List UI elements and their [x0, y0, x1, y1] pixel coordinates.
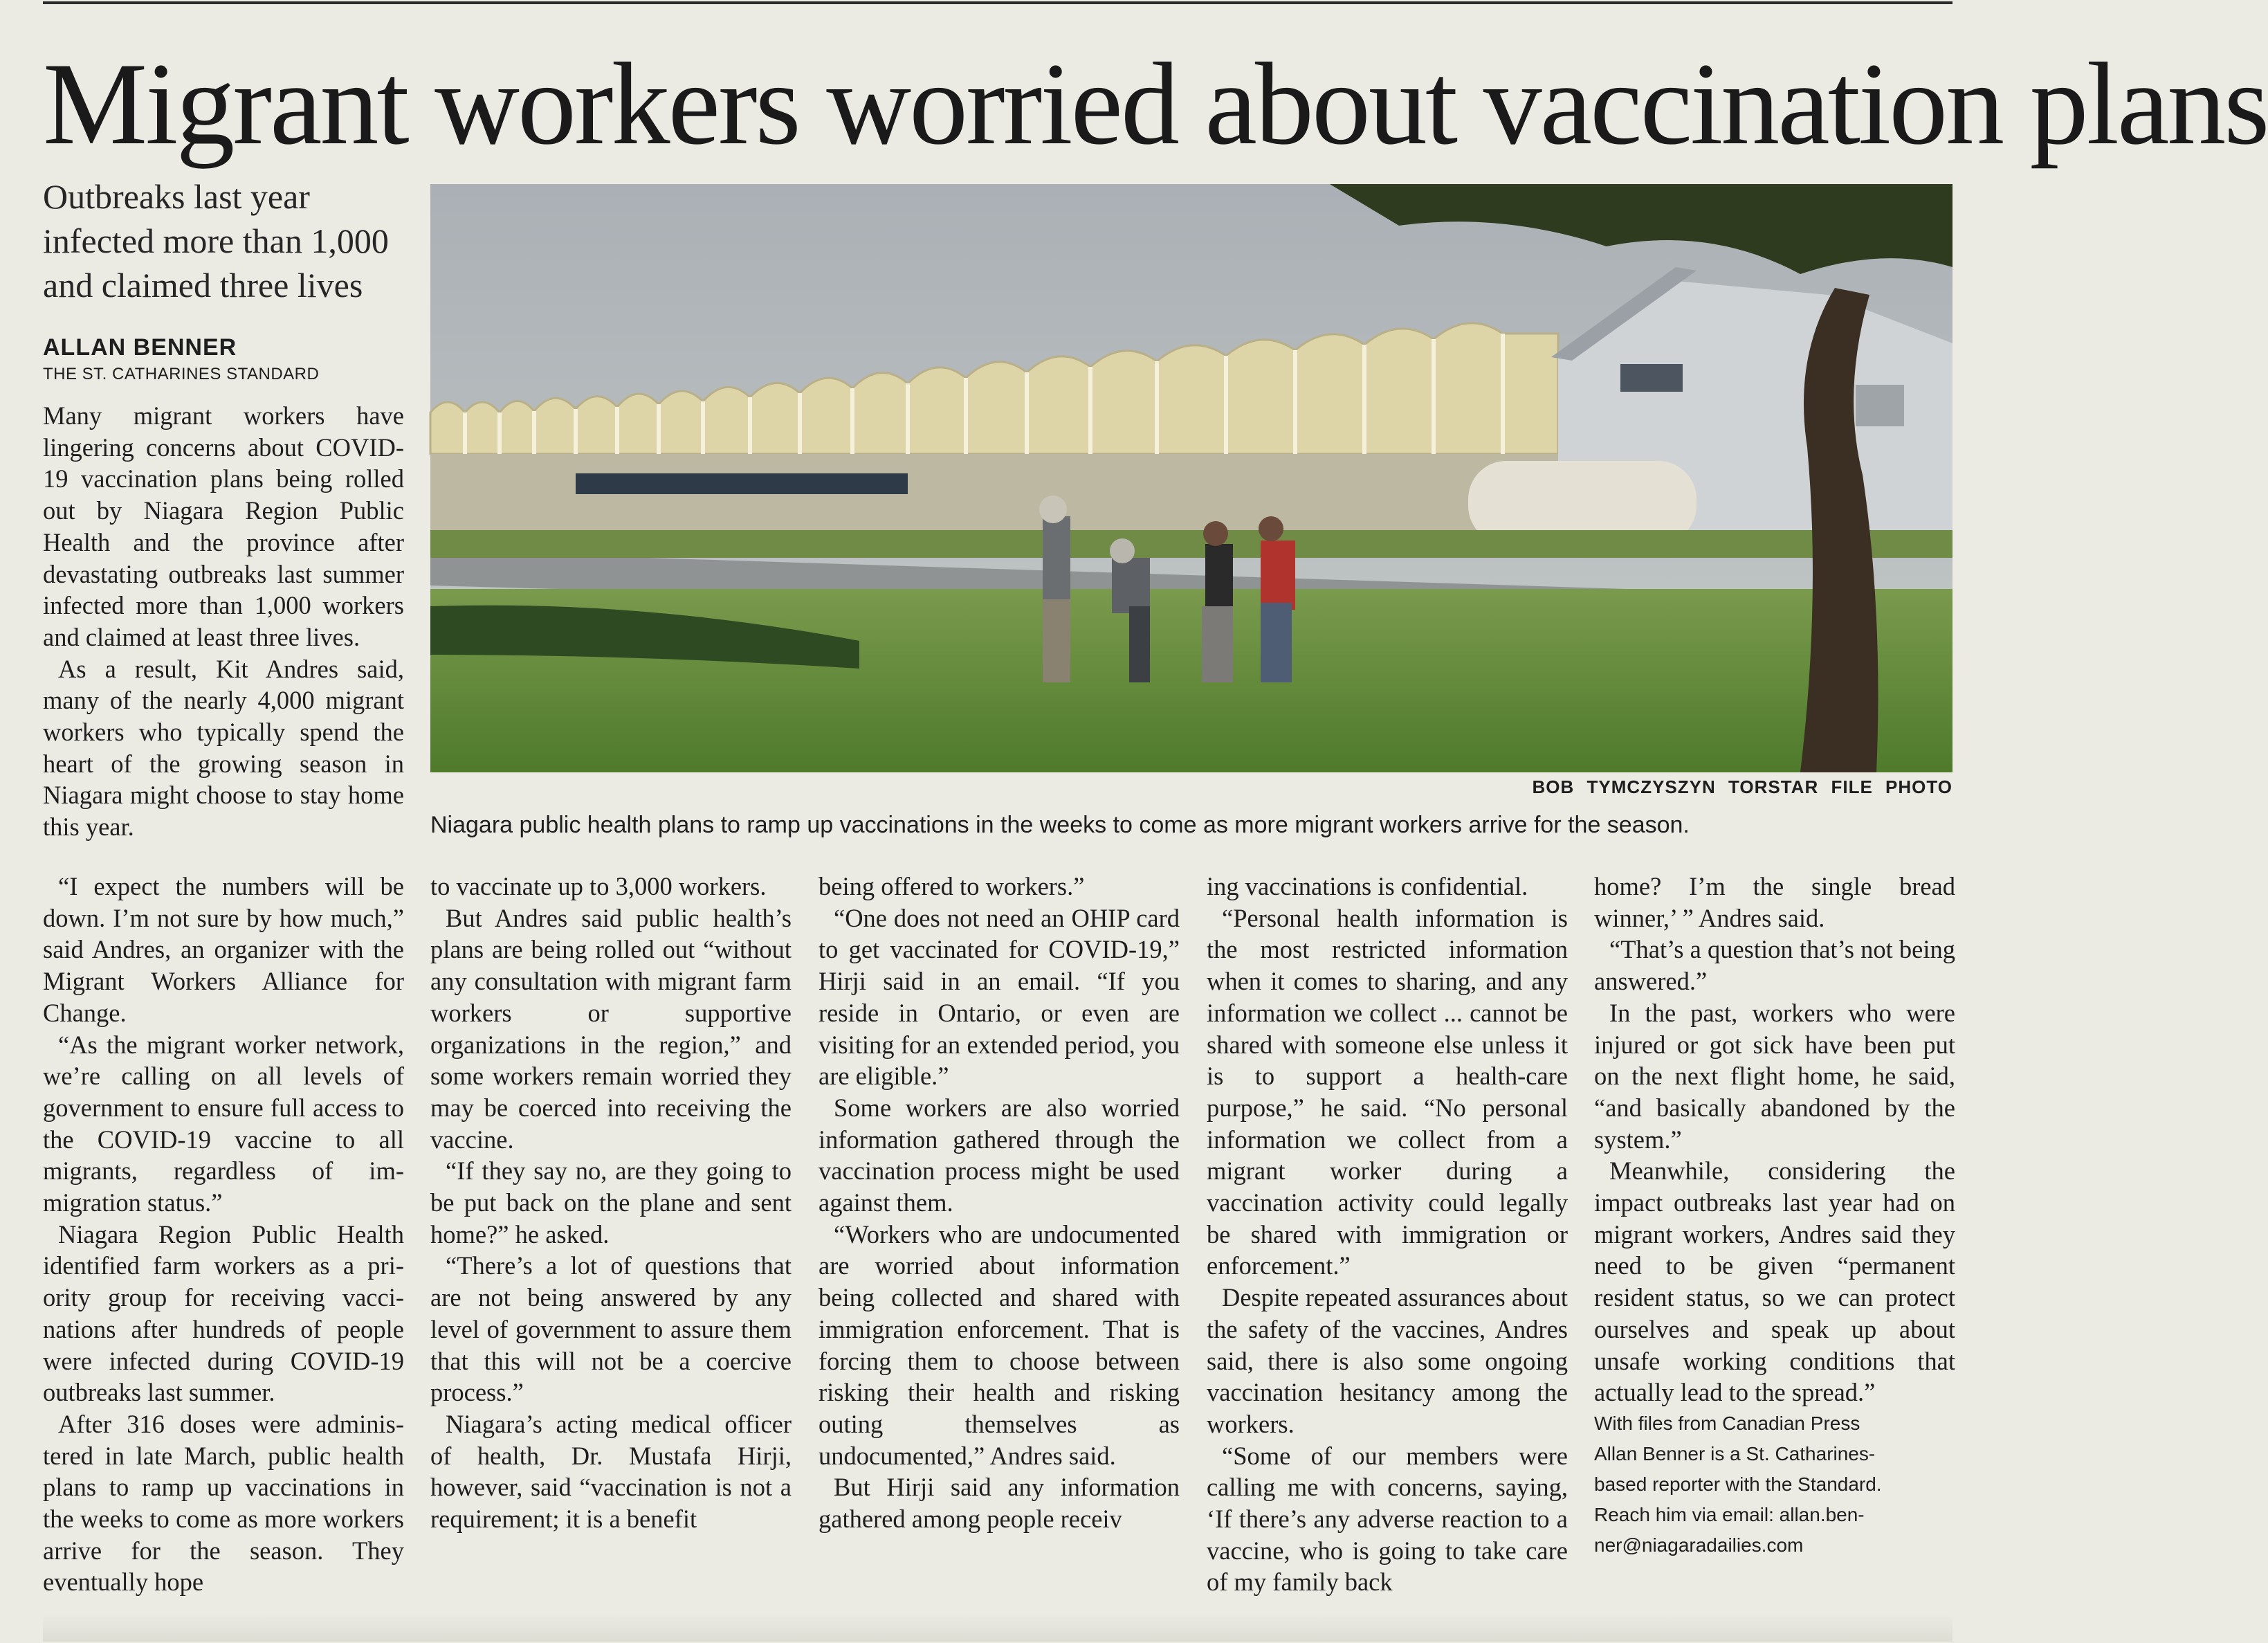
paragraph: But Andres said public health’s plans are being rolled out “without any consultation with migrant farm workers or supportive organizations in the region,” and some workers remain worried they may be coerced into receiving the vaccine. — [430, 903, 792, 1154]
paragraph: Niagara’s acting medical officer of health, Dr. Mustafa Hirji, however, said “vaccination is not a requirement; it is a benefit — [430, 1409, 792, 1534]
paragraph: “That’s a question that’s not being answered.” — [1594, 935, 1955, 996]
endnote-line: ner@niagaradailies.com — [1594, 1534, 1804, 1556]
paragraph: home? I’m the single bread winner,’ ” Andres said. — [1594, 872, 1955, 932]
greenhouse-photo — [430, 184, 1953, 772]
photo-caption: Niagara public health plans to ramp up vaccinations in the weeks to come as more migrant workers arrive for the season. — [430, 812, 1690, 838]
deck-line: infected more than 1,000 — [43, 221, 389, 260]
deck — [43, 174, 403, 307]
paragraph: “Workers who are undocumented are worried about information being collected and shared with immigration enforcement. That is forcing them to choose between risking their health and risking outing themselves as undocumented,” Andres said. — [819, 1219, 1180, 1470]
paragraph: “Personal health information is the most restricted information when it comes to sharing, and any information we collect ... cannot be shared with someone else unless it is to support a health-care purpose,” he said. “No personal information we collect from a migrant worker during a vaccination activity could legally be shared with immigration or enforcement.” — [1207, 903, 1568, 1280]
paragraph: to vaccinate up to 3,000 workers. — [430, 872, 767, 900]
paragraph: After 316 doses were administered in late March, public health plans to ramp up vaccinations in the weeks to come as more workers arrive for the season. They eventually hope — [43, 1409, 404, 1597]
top-rule — [43, 1, 1953, 4]
endnote-line: Reach him via email: allan.ben- — [1594, 1503, 1865, 1525]
paragraph: “There’s a lot of questions that are not being answered by any level of government to assure them that this will not be a coercive process.” — [430, 1251, 792, 1407]
author-endnote — [1594, 1408, 1955, 1561]
deck-line: and claimed three lives — [43, 266, 363, 305]
paragraph: “If they say no, are they going to be put back on the plane and sent home?” he asked. — [430, 1156, 792, 1249]
paragraph: “Some of our members were calling me with concerns, saying, ‘If there’s any adverse reaction to a vaccine, who is going to take care of my family back — [1207, 1441, 1568, 1597]
body-column-4 — [1207, 871, 1568, 1598]
paragraph: As a result, Kit Andres said, many of the nearly 4,000 migrant workers who typically spend the heart of the growing season in Niagara might choose to stay home this year. — [43, 654, 404, 842]
endnote-line: based reporter with the Standard. — [1594, 1473, 1882, 1495]
paragraph: Many migrant workers have lingering concerns about COVID-19 vaccination plans being rolled out by Niagara Region Public Health and the province after devastating outbreaks last summer infected more than 1,000 workers and claimed at least three lives. — [43, 401, 404, 651]
body-column-5 — [1594, 871, 1955, 1561]
paragraph: Some workers are also worried information gathered through the vaccination process might be used against them. — [819, 1093, 1180, 1217]
byline — [43, 332, 403, 386]
paragraph: “As the migrant worker network, we’re calling on all levels of government to ensure full access to the COVID-19 vaccine to all migrants, regardless of immigration status.” — [43, 1030, 404, 1217]
paragraph: being offered to workers.” — [819, 872, 1085, 900]
body-column-3 — [819, 871, 1180, 1535]
paragraph: Niagara Region Public Health identified farm workers as a priority group for receiving vaccinations after hundreds of people were infected during COVID-19 outbreaks last summer. — [43, 1219, 404, 1407]
deck-line: Outbreaks last year — [43, 177, 310, 216]
body-column-1-top — [43, 400, 404, 843]
paragraph: But Hirji said any information gathered among people receiv — [819, 1473, 1180, 1534]
page-bottom-edge — [43, 1614, 1953, 1642]
paragraph: In the past, workers who were injured or got sick have been put on the next flight home, he said, “and basically abandoned by the system.” — [1594, 998, 1955, 1154]
paragraph: ing vaccinations is confidential. — [1207, 872, 1528, 900]
byline-org: THE ST. CATHARINES STANDARD — [43, 365, 320, 383]
paragraph: Meanwhile, considering the impact outbreaks last year had on migrant workers, Andres said they need to be given “permanent resident status, so we can protect ourselves and speak up about unsafe working conditions that actually lead to the spread.” — [1594, 1156, 1955, 1407]
endnote-line: With files from Canadian Press — [1594, 1412, 1860, 1434]
paragraph: “One does not need an OHIP card to get vaccinated for COVID-19,” Hirji said in an email. “If you reside in Ontario, or even are visiting for an extended period, you are eligible.” — [819, 903, 1180, 1091]
headline: Migrant workers worried about vaccination plans — [43, 39, 2268, 169]
paragraph: Despite repeated assurances about the safety of the vaccines, Andres said, there is also some ongoing vaccination hesitancy among the workers. — [1207, 1283, 1568, 1438]
photo-credit: BOB TYMCZYSZYN TORSTAR FILE PHOTO — [1532, 777, 1953, 797]
byline-name: ALLAN BENNER — [43, 334, 237, 361]
endnote-line: Allan Benner is a St. Catharines- — [1594, 1442, 1876, 1464]
body-column-2 — [430, 871, 792, 1535]
paragraph: “I expect the numbers will be down. I’m not sure by how much,” said Andres, an organizer with the Migrant Workers Alliance for Change. — [43, 872, 404, 1027]
body-column-1 — [43, 871, 404, 1598]
